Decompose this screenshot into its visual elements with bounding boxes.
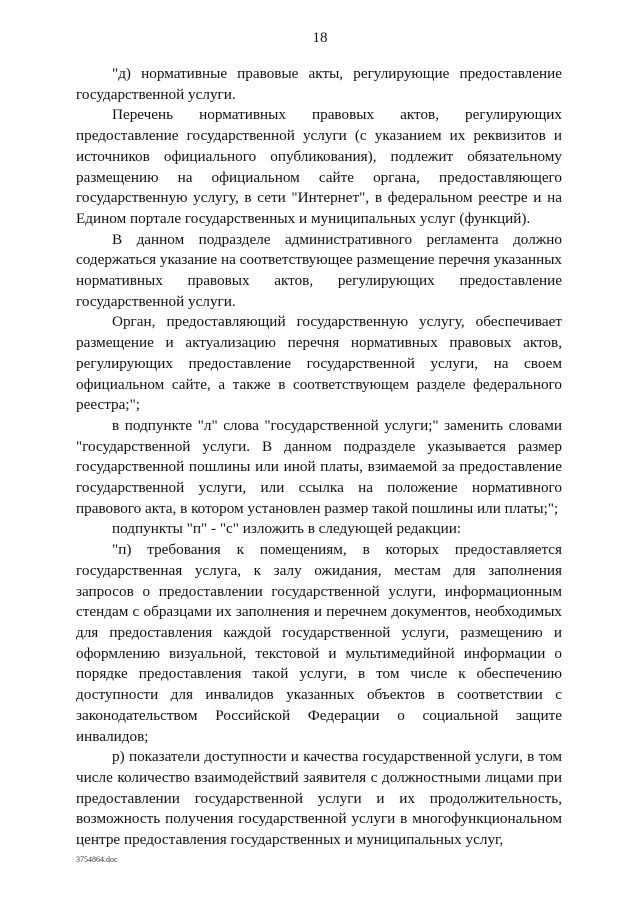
document-footer: 3754864.doc [76,855,118,864]
paragraph: "п) требования к помещениям, в которых предоставляется государственная услуга, к залу ожидания, местам для заполнения запросов о предоставлении государственной услуги, информационным стендам с образцами их заполнения и перечнем документов, необходимых для предоставления каждой государственной услуги, размещению и оформлению визуальной, текстовой и мультимедийной информации о порядке предоставления такой услуги, в том числе к обеспечению доступности для инвалидов указанных объектов в соответствии с законодательством Российской Федерации о социальной защите инвалидов; [76,541,562,745]
paragraph: подпункты "п" - "с" изложить в следующей редакции: [112,520,462,538]
paragraph: Орган, предоставляющий государственную услугу, обеспечивает размещение и актуализацию перечня нормативных правовых актов, регулирующих предоставление государственной услуги, на своем официальном сайте, а также в соответствующем разделе федерального реестра;"; [76,313,562,414]
paragraph: В данном подразделе административного регламента должно содержаться указание на соответствующее размещение перечня указанных нормативных правовых актов, регулирующих предоставление государственной услуги. [76,230,562,310]
paragraph: Перечень нормативных правовых актов, регулирующих предоставление государственной услуги (с указанием их реквизитов и источников официального опубликования), подлежит обязательному размещению на официальном сайте органа, предоставляющего государственную услугу, в сети "Интернет", в федеральном реестре и на Едином портале государственных и муниципальных услуг (функций). [76,106,562,227]
page-number: 18 [312,30,328,46]
paragraph: р) показатели доступности и качества государственной услуги, в том числе количество взаимодействий заявителя с должностными лицами при предоставлении государственной услуги и их продолжительность, возможность получения государственной услуги в многофункциональном центре предоставления государственных и муниципальных услуг, [76,748,562,849]
paragraph: "д) нормативные правовые акты, регулирующие предоставление государственной услуги. [76,65,562,103]
paragraph: в подпункте "л" слова "государственной услуги;" заменить словами "государственной услуги. В данном подразделе указывается размер государственной пошлины или иной платы, взимаемой за предоставление государственной услуги, или ссылка на положение нормативного правового акта, в котором установлен размер такой пошлины или платы;"; [76,416,562,517]
document-body [76,64,562,851]
